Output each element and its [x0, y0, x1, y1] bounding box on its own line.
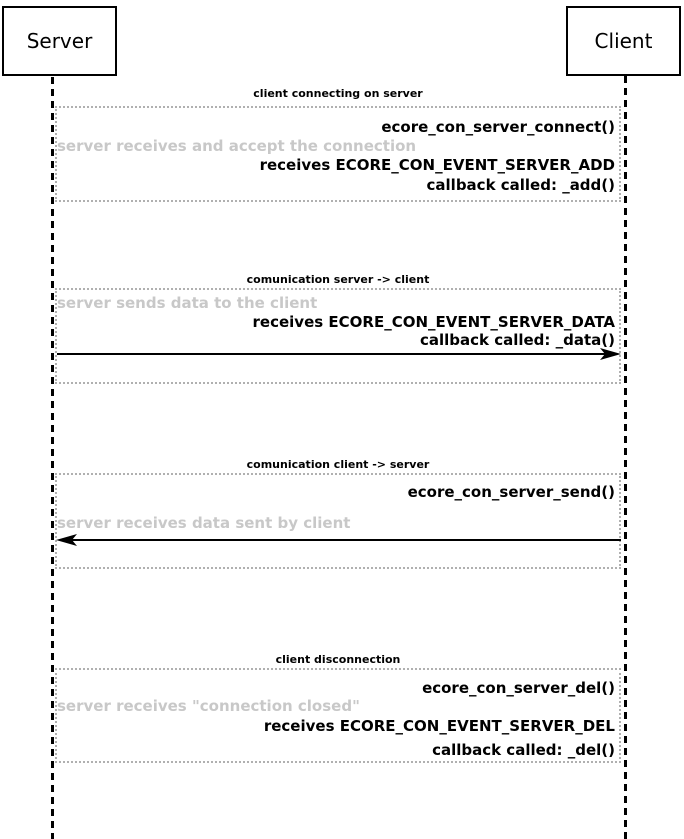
message-text: ecore_con_server_del(): [422, 679, 615, 697]
section-label-disconnect: client disconnection: [275, 653, 401, 666]
section-label-server-to-client: comunication server -> client: [246, 273, 430, 286]
message-text: ecore_con_server_send(): [407, 483, 615, 501]
client-lifeline: [624, 76, 627, 839]
message-text: receives ECORE_CON_EVENT_SERVER_DATA: [252, 313, 615, 331]
actor-client-label: Client: [594, 29, 653, 53]
section-label-connect: client connecting on server: [253, 87, 423, 100]
message-text: receives ECORE_CON_EVENT_SERVER_ADD: [259, 156, 615, 174]
note-text: server receives data sent by client: [57, 514, 351, 532]
message-text: ecore_con_server_connect(): [381, 118, 615, 136]
note-text: server receives "connection closed": [57, 697, 360, 715]
message-text: callback called: _del(): [432, 741, 615, 759]
message-text: callback called: _add(): [426, 176, 615, 194]
arrow-client-to-server: [52, 532, 622, 548]
section-label-client-to-server: comunication client -> server: [246, 458, 430, 471]
actor-client-box: [566, 6, 681, 76]
note-text: server sends data to the client: [57, 294, 318, 312]
message-text: callback called: _data(): [419, 331, 615, 349]
message-text: receives ECORE_CON_EVENT_SERVER_DEL: [263, 717, 615, 735]
note-text: server receives and accept the connection: [57, 137, 417, 155]
server-lifeline: [51, 77, 54, 839]
arrow-server-to-client: [52, 346, 622, 362]
actor-server-box: [2, 6, 117, 76]
actor-server-label: Server: [26, 29, 93, 53]
